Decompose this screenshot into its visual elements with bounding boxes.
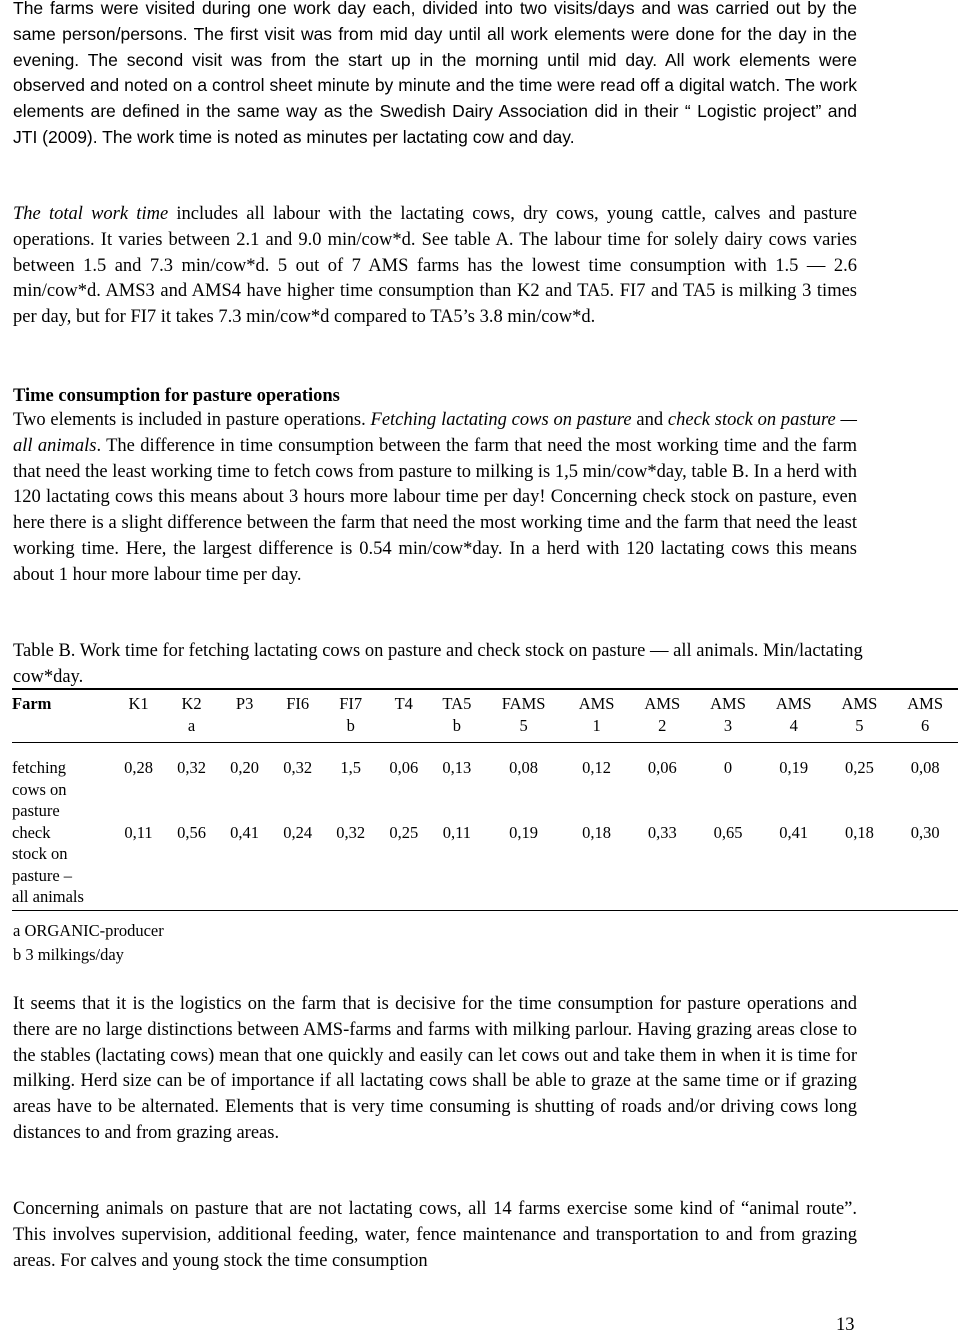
- col-header: [892, 689, 958, 743]
- col-name: AMS: [841, 694, 878, 713]
- paragraph-animal-route: Concerning animals on pasture that are not lactating cows, all 14 farms exercise some kind of “animal route”. This involves supervision, additional feeding, water, fence maintenance and transportation to and from grazing areas. For calves and young stock the time consumption: [13, 1199, 857, 1271]
- table-cell: 0,41: [761, 822, 827, 911]
- table-cell: 0,06: [389, 758, 419, 777]
- table-cell: 0,24: [271, 822, 324, 911]
- work-time-table: [12, 688, 958, 911]
- col-sub: 2: [658, 715, 667, 735]
- table-cell: 0,32: [324, 822, 377, 911]
- col-sub: 3: [723, 715, 733, 735]
- table-cell: 0,18: [564, 822, 630, 911]
- footnote-a: [13, 919, 164, 943]
- italic-term-check-stock: check stock on pasture — all animals: [13, 410, 857, 456]
- page-number: 13: [836, 1315, 855, 1335]
- italic-term-total-work-time: The total work time: [13, 204, 169, 224]
- col-header: [827, 689, 893, 743]
- col-name: AMS: [644, 694, 681, 713]
- col-header: [695, 689, 761, 743]
- table-cell: 0,32: [177, 758, 206, 777]
- table-cell: 0,20: [230, 758, 260, 777]
- col-name: K2: [181, 694, 202, 713]
- table-cell: 0,33: [629, 822, 695, 911]
- col-header: [483, 689, 563, 743]
- paragraph-pasture-operations: [13, 408, 857, 589]
- table-cell: 0,25: [844, 758, 874, 777]
- section-heading-pasture: Time consumption for pasture operations: [13, 386, 340, 406]
- footnote-text: ORGANIC-producer: [24, 921, 164, 940]
- col-header: [165, 689, 218, 743]
- col-name: FI6: [286, 694, 310, 713]
- pasture-text-c: . The difference in time consumption between the farm that need the most working time and the farm that need the least working time to fetch cows from pasture to milking is 1,5 min/cow*day, table B. In a herd with 120 lactating cows this means about 3 hours more labour time per day! Concerning check stock on pasture, even here there is a slight difference between the farm that need the most working time and the farm that need the least working time. Here, the largest difference is 0.54 min/cow*day. In a herd with 120 lactating cows this means about 1 hour more labour time per day.: [13, 435, 857, 585]
- col-header: [271, 689, 324, 743]
- col-sub: 4: [789, 715, 798, 735]
- col-header: [430, 689, 483, 743]
- col-name: AMS: [578, 694, 615, 713]
- col-header: [377, 689, 430, 743]
- col-sub: a: [187, 715, 196, 735]
- col-sub: 6: [921, 715, 930, 735]
- table-cell: 0,13: [442, 758, 472, 777]
- col-name: T4: [394, 694, 413, 713]
- col-header: [564, 689, 630, 743]
- paragraph-total-work-time: [13, 202, 857, 331]
- table-cell: 0,12: [582, 758, 612, 777]
- col-sub: 5: [855, 715, 864, 735]
- col-sub: 1: [592, 715, 601, 735]
- table-cell: 0,56: [165, 822, 218, 911]
- row-label-line: all animals: [12, 887, 84, 906]
- table-cell: 0,65: [695, 822, 761, 911]
- table-row-check-stock: [12, 822, 958, 911]
- pasture-text-a: Two elements is included in pasture operations.: [13, 410, 371, 430]
- row-label-fetching: [12, 743, 112, 822]
- table-cell: 0,32: [283, 758, 313, 777]
- footnote-text: 3 milkings/day: [25, 945, 124, 964]
- table-footnotes: [13, 919, 164, 967]
- col-name: FAMS: [501, 694, 546, 713]
- col-name: TA5: [442, 694, 472, 713]
- header-farm: Farm: [12, 689, 112, 743]
- col-name: FI7: [339, 694, 363, 713]
- row-label-line: stock on: [12, 844, 68, 863]
- row-label-check-stock: [12, 822, 112, 911]
- col-sub: 5: [519, 715, 528, 735]
- table-header-row: [12, 689, 958, 743]
- table-cell: 0,08: [509, 758, 539, 777]
- col-name: K1: [128, 694, 149, 713]
- table-cell: 0,41: [218, 822, 271, 911]
- row-label-line: fetching: [12, 758, 67, 777]
- table-cell: 1,5: [340, 758, 362, 777]
- table-cell: 0,06: [647, 758, 677, 777]
- col-header: [629, 689, 695, 743]
- col-header: [761, 689, 827, 743]
- paragraph-total-work-time-text: includes all labour with the lactating cows, dry cows, young cattle, calves and pasture operations. It varies between 2.1 and 9.0 min/cow*d. See table A. The labour time for solely dairy cows varies between 1.5 and 7.3 min/cow*d. 5 out of 7 AMS farms has the lowest time consumption with 1.5 — 2.6 min/cow*d. AMS3 and AMS4 have higher time consumption than K2 and TA5. FI7 and TA5 is milking 3 times per day, but for FI7 it takes 7.3 min/cow*d compared to TA5’s 3.8 min/cow*d.: [13, 204, 857, 328]
- table-cell: 0,25: [377, 822, 430, 911]
- paragraph-logistics: It seems that it is the logistics on the farm that is decisive for the time consumption for pasture operations and there are no large distinctions between AMS-farms and farms with milking parlour. Having grazing areas close to the stables (lactating cows) mean that one quickly and easily can let cows out and take them in when it is time for milking. Herd size can be of importance if all lactating cows shall be able to graze at the same time or if grazing areas have to be alternated. Elements that is very time consuming is shutting of roads and/or driving cows long distances to and from grazing areas.: [13, 994, 857, 1143]
- row-label-line: check: [12, 822, 51, 842]
- footnote-key: a: [13, 921, 21, 940]
- table-cell: 0,19: [779, 758, 809, 777]
- col-header: [112, 689, 165, 743]
- table-caption: Table B. Work time for fetching lactating cows on pasture and check stock on pasture — all animals. Min/lactating cow*day.: [13, 641, 863, 687]
- row-label-line: pasture –: [12, 865, 73, 885]
- table-cell: 0,08: [910, 758, 940, 777]
- table-cell: 0,11: [430, 822, 483, 911]
- col-sub: b: [346, 715, 355, 735]
- col-header: [218, 689, 271, 743]
- footnote-b: [13, 943, 164, 967]
- table-cell: 0,19: [483, 822, 563, 911]
- footnote-key: b: [13, 945, 22, 964]
- table-row-fetching: [12, 743, 958, 822]
- row-label-line: cows on: [12, 779, 67, 799]
- col-name: AMS: [710, 694, 746, 713]
- table-cell: 0,30: [892, 822, 958, 911]
- row-label-line: pasture: [12, 801, 60, 820]
- col-name: AMS: [907, 694, 944, 713]
- col-header: [324, 689, 377, 743]
- italic-term-fetching: Fetching lactating cows on pasture: [370, 410, 632, 430]
- table-cell: 0,11: [112, 822, 165, 911]
- table-cell: 0: [723, 758, 733, 777]
- col-name: P3: [235, 694, 254, 713]
- table-cell: 0,18: [827, 822, 893, 911]
- paragraph-method: The farms were visited during one work day each, divided into two visits/days and was carried out by the same person/persons. The first visit was from mid day until all work elements were done for the day in the evening. The second visit was from the start up in the morning until mid day. All work elements were observed and noted on a control sheet minute by minute and the time were read off a digital watch. The work elements are defined in the same way as the Swedish Dairy Association did in their “ Logistic project” and JTI (2009). The work time is noted as minutes per lactating cow and day.: [13, 0, 857, 147]
- pasture-text-b: and: [631, 410, 668, 430]
- table-cell: 0,28: [124, 758, 153, 777]
- col-name: AMS: [775, 694, 812, 713]
- col-sub: b: [452, 715, 461, 735]
